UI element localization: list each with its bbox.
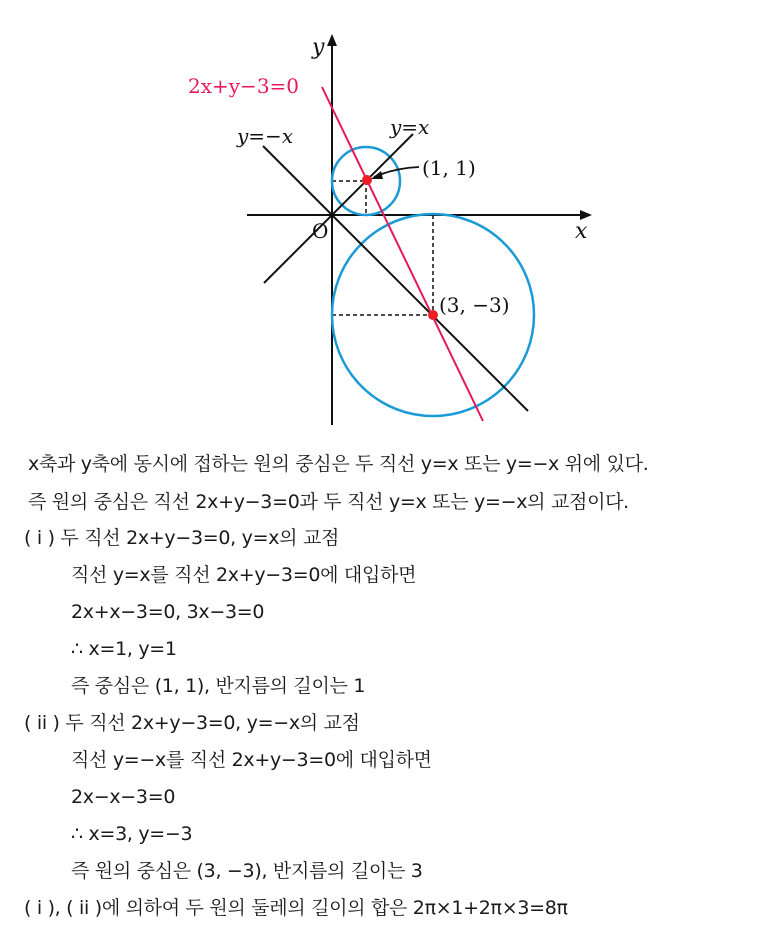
coordinate-diagram (0, 0, 783, 440)
solution-line: 즉 원의 중심은 직선 2x+y−3=0과 두 직선 y=x 또는 y=−x의 교점이다. (28, 491, 629, 513)
solution-line: ∴ x=1, y=1 (71, 638, 177, 660)
y-eq-x-label: y=x (390, 115, 430, 139)
point-3-neg3 (428, 310, 438, 320)
line-y-eq-neg-x (263, 146, 528, 411)
point-1-1-label: (1, 1) (422, 156, 476, 180)
y-eq-neg-x-label: y=−x (237, 124, 294, 148)
solution-line: x축과 y축에 동시에 접하는 원의 중심은 두 직선 y=x 또는 y=−x 위에 있다. (28, 453, 649, 475)
solution-line: 즉 중심은 (1, 1), 반지름의 길이는 1 (71, 675, 366, 697)
solution-line: ( ii ) 두 직선 2x+y−3=0, y=−x의 교점 (24, 712, 360, 734)
solution-line: ( i ), ( ii )에 의하여 두 원의 둘레의 길이의 합은 2π×1+2π×3=8π (24, 897, 568, 919)
point-3-neg3-label: (3, −3) (439, 293, 510, 317)
red-line-label: 2x+y−3=0 (188, 74, 300, 98)
solution-line: 직선 y=x를 직선 2x+y−3=0에 대입하면 (71, 564, 417, 586)
line-y-eq-x (264, 134, 413, 283)
y-axis-label: y (312, 35, 325, 60)
y-axis-arrow-icon (327, 34, 337, 46)
solution-line: 2x+x−3=0, 3x−3=0 (71, 601, 265, 623)
solution-line: 즉 원의 중심은 (3, −3), 반지름의 길이는 3 (71, 860, 423, 882)
origin-label: O (312, 219, 329, 243)
solution-line: 2x−x−3=0 (71, 786, 176, 808)
solution-line: ( i ) 두 직선 2x+y−3=0, y=x의 교점 (24, 527, 340, 549)
solution-line: 직선 y=−x를 직선 2x+y−3=0에 대입하면 (71, 749, 432, 771)
point-1-1 (362, 175, 372, 185)
x-axis-label: x (575, 219, 588, 244)
solution-line: ∴ x=3, y=−3 (71, 823, 193, 845)
